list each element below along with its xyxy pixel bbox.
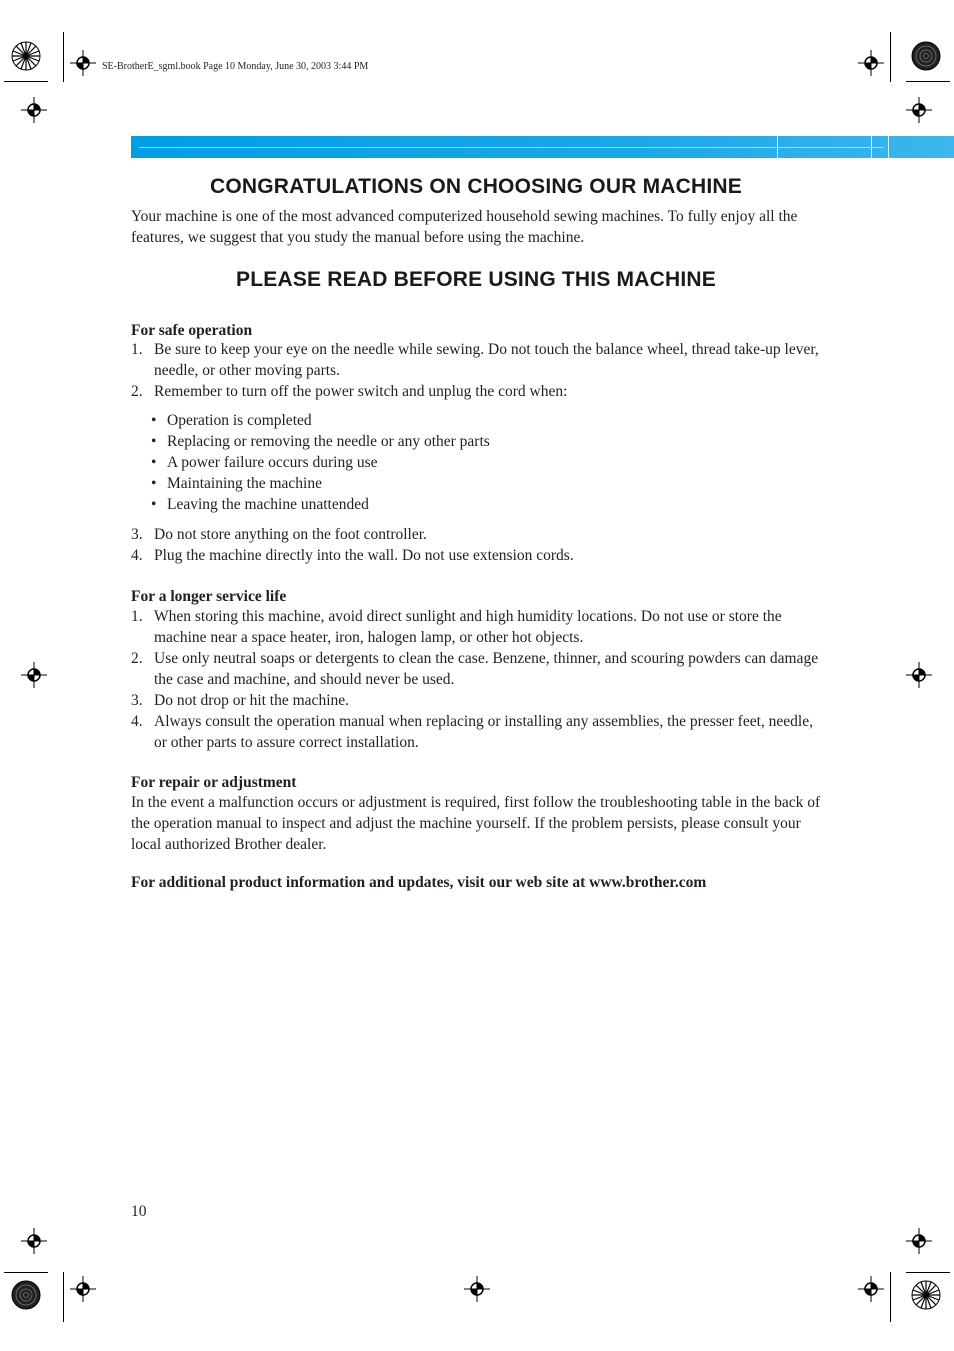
header-band [131,136,954,158]
repair-text: In the event a malfunction occurs or adjustment is required, first follow the troubleshooting table in the back of the operation manual to inspect and adjust the machine yourself. If the problem persists, please consult your local authorized Brother dealer. [131,794,821,853]
safe-operation-list-b [131,524,821,566]
band-tick [777,136,778,158]
item-number: 2. [131,650,143,667]
item-number: 4. [131,547,143,564]
crosshair-icon [906,97,932,123]
item-number: 2. [131,383,143,400]
crosshair-icon [906,662,932,688]
item-text: Be sure to keep your eye on the needle while sewing. Do not touch the balance wheel, thread take-up lever, needle, or other moving parts. [154,341,819,379]
crosshair-icon [464,1276,490,1302]
crosshair-icon [858,50,884,76]
crosshair-icon [906,1228,932,1254]
band-tick [871,136,872,158]
crop-line [906,1272,950,1273]
unplug-conditions-list [151,410,490,515]
please-read-title: PLEASE READ BEFORE USING THIS MACHINE [236,268,716,291]
crosshair-icon [70,50,96,76]
crop-line [63,32,64,82]
item-number: 3. [131,692,143,709]
additional-info-text: For additional product information and updates, visit our web site at www.brother.com [131,874,707,891]
item-number: 1. [131,341,143,358]
crop-line [890,1272,891,1322]
item-number: 4. [131,713,143,730]
repair-heading: For repair or adjustment [131,774,297,791]
item-text: Remember to turn off the power switch and unplug the cord when: [154,383,568,400]
list-item [131,339,821,381]
registration-mark-icon [8,38,44,74]
list-item [131,606,821,648]
crop-line [63,1272,64,1322]
item-text: Use only neutral soaps or detergents to clean the case. Benzene, thinner, and scouring powders can damage the case and machine, and should never be used. [154,650,819,688]
safe-operation-list-a [131,339,821,402]
crosshair-icon [21,97,47,123]
page-number: 10 [131,1203,147,1220]
list-item: • Leaving the machine unattended [151,494,490,515]
crosshair-icon [21,662,47,688]
registration-mark-icon [8,1277,44,1313]
crop-line [906,81,950,82]
crop-line [4,1272,48,1273]
item-text: When storing this machine, avoid direct sunlight and high humidity locations. Do not use or store the machine near a space heater, iron, halogen lamp, or other hot objects. [154,608,782,646]
band-rule [139,147,884,148]
crosshair-icon [70,1276,96,1302]
item-number: 1. [131,608,143,625]
crop-line [4,81,48,82]
item-text: Plug the machine directly into the wall. Do not use extension cords. [154,547,574,564]
list-item [131,381,821,402]
congrats-title: CONGRATULATIONS ON CHOOSING OUR MACHINE [209,175,742,198]
crosshair-icon [858,1276,884,1302]
crosshair-icon [21,1228,47,1254]
safe-operation-heading: For safe operation [131,322,253,339]
registration-mark-icon [908,1277,944,1313]
item-text: Do not store anything on the foot controller. [154,526,427,543]
list-item: • Operation is completed [151,410,490,431]
list-item [131,648,821,690]
item-text: Do not drop or hit the machine. [154,692,349,709]
list-item: • Replacing or removing the needle or any other parts [151,431,490,452]
list-item [131,690,821,711]
registration-mark-icon [908,38,944,74]
list-item [131,545,821,566]
list-item [131,711,821,753]
print-file-info: SE-BrotherE_sgml.book Page 10 Monday, June 30, 2003 3:44 PM [102,61,369,72]
service-life-list [131,606,821,753]
item-text: Always consult the operation manual when replacing or installing any assemblies, the presser feet, needle, or other parts to assure correct installation. [154,713,813,751]
list-item: • A power failure occurs during use [151,452,490,473]
list-item: • Maintaining the machine [151,473,490,494]
crop-line [890,32,891,82]
congrats-text: Your machine is one of the most advanced computerized household sewing machines. To fully enjoy all the features, we suggest that you study the manual before using the machine. [131,208,798,246]
item-number: 3. [131,526,143,543]
service-life-heading: For a longer service life [131,588,287,605]
band-tick [888,136,889,158]
list-item [131,524,821,545]
